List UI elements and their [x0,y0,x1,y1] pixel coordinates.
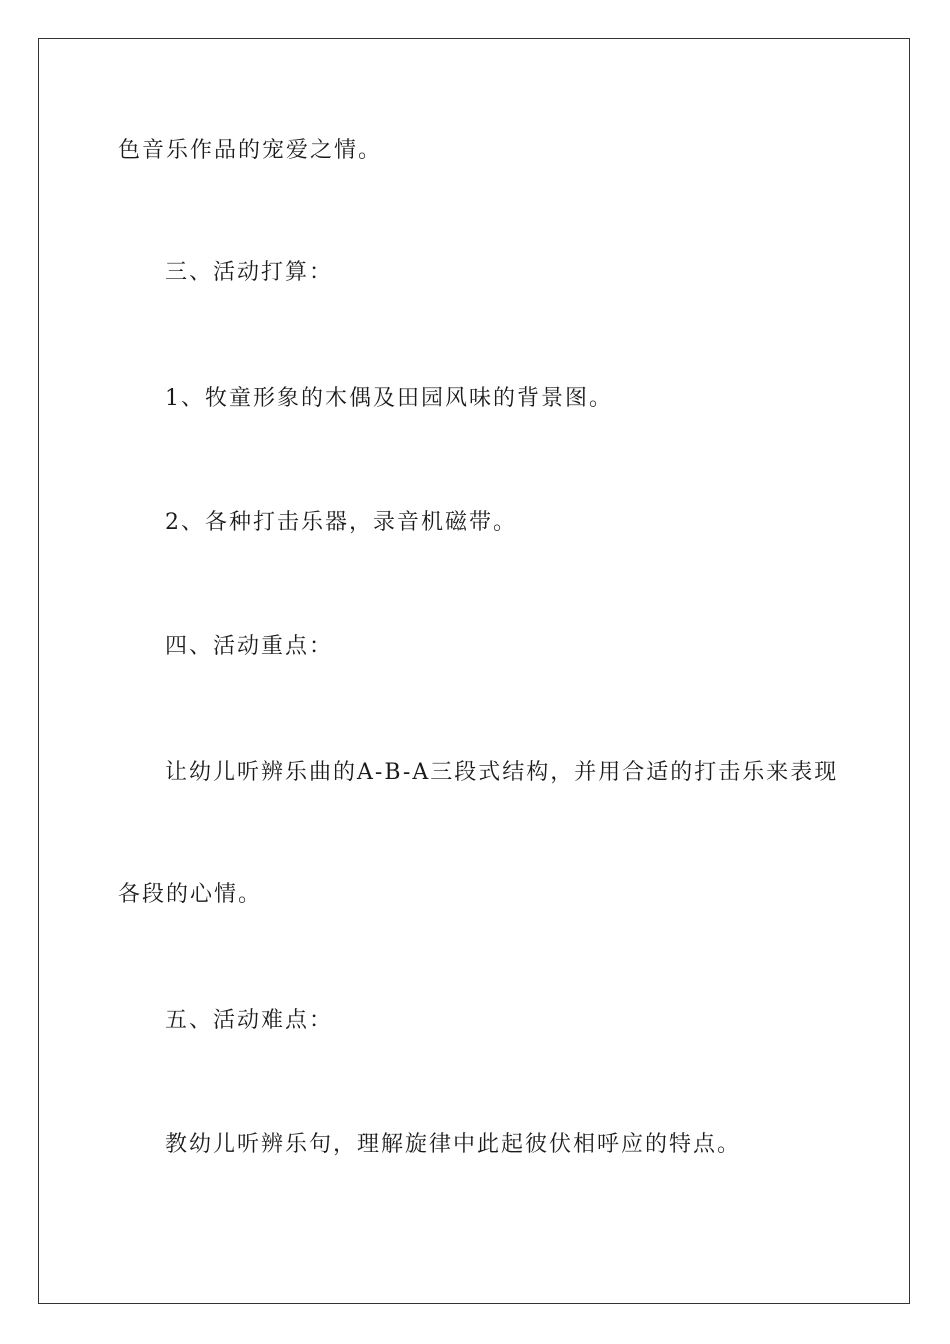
list-item-puppet: 1、牧童形象的木偶及田园风味的背景图。 [165,386,613,411]
page-border [38,38,910,1304]
paragraph-continuation: 色音乐作品的宠爱之情。 [118,138,383,163]
paragraph-focus-line-2: 各段的心情。 [118,882,263,907]
section-heading-focus: 四、活动重点： [165,634,334,659]
list-item-instruments: 2、各种打击乐器，录音机磁带。 [165,510,517,535]
section-heading-difficulty: 五、活动难点： [165,1008,334,1033]
section-heading-preparation: 三、活动打算： [165,260,334,285]
paragraph-difficulty: 教幼儿听辨乐句，理解旋律中此起彼伏相呼应的特点。 [165,1132,742,1157]
paragraph-focus-line-1: 让幼儿听辨乐曲的A-B-A三段式结构，并用合适的打击乐来表现 [165,760,839,785]
